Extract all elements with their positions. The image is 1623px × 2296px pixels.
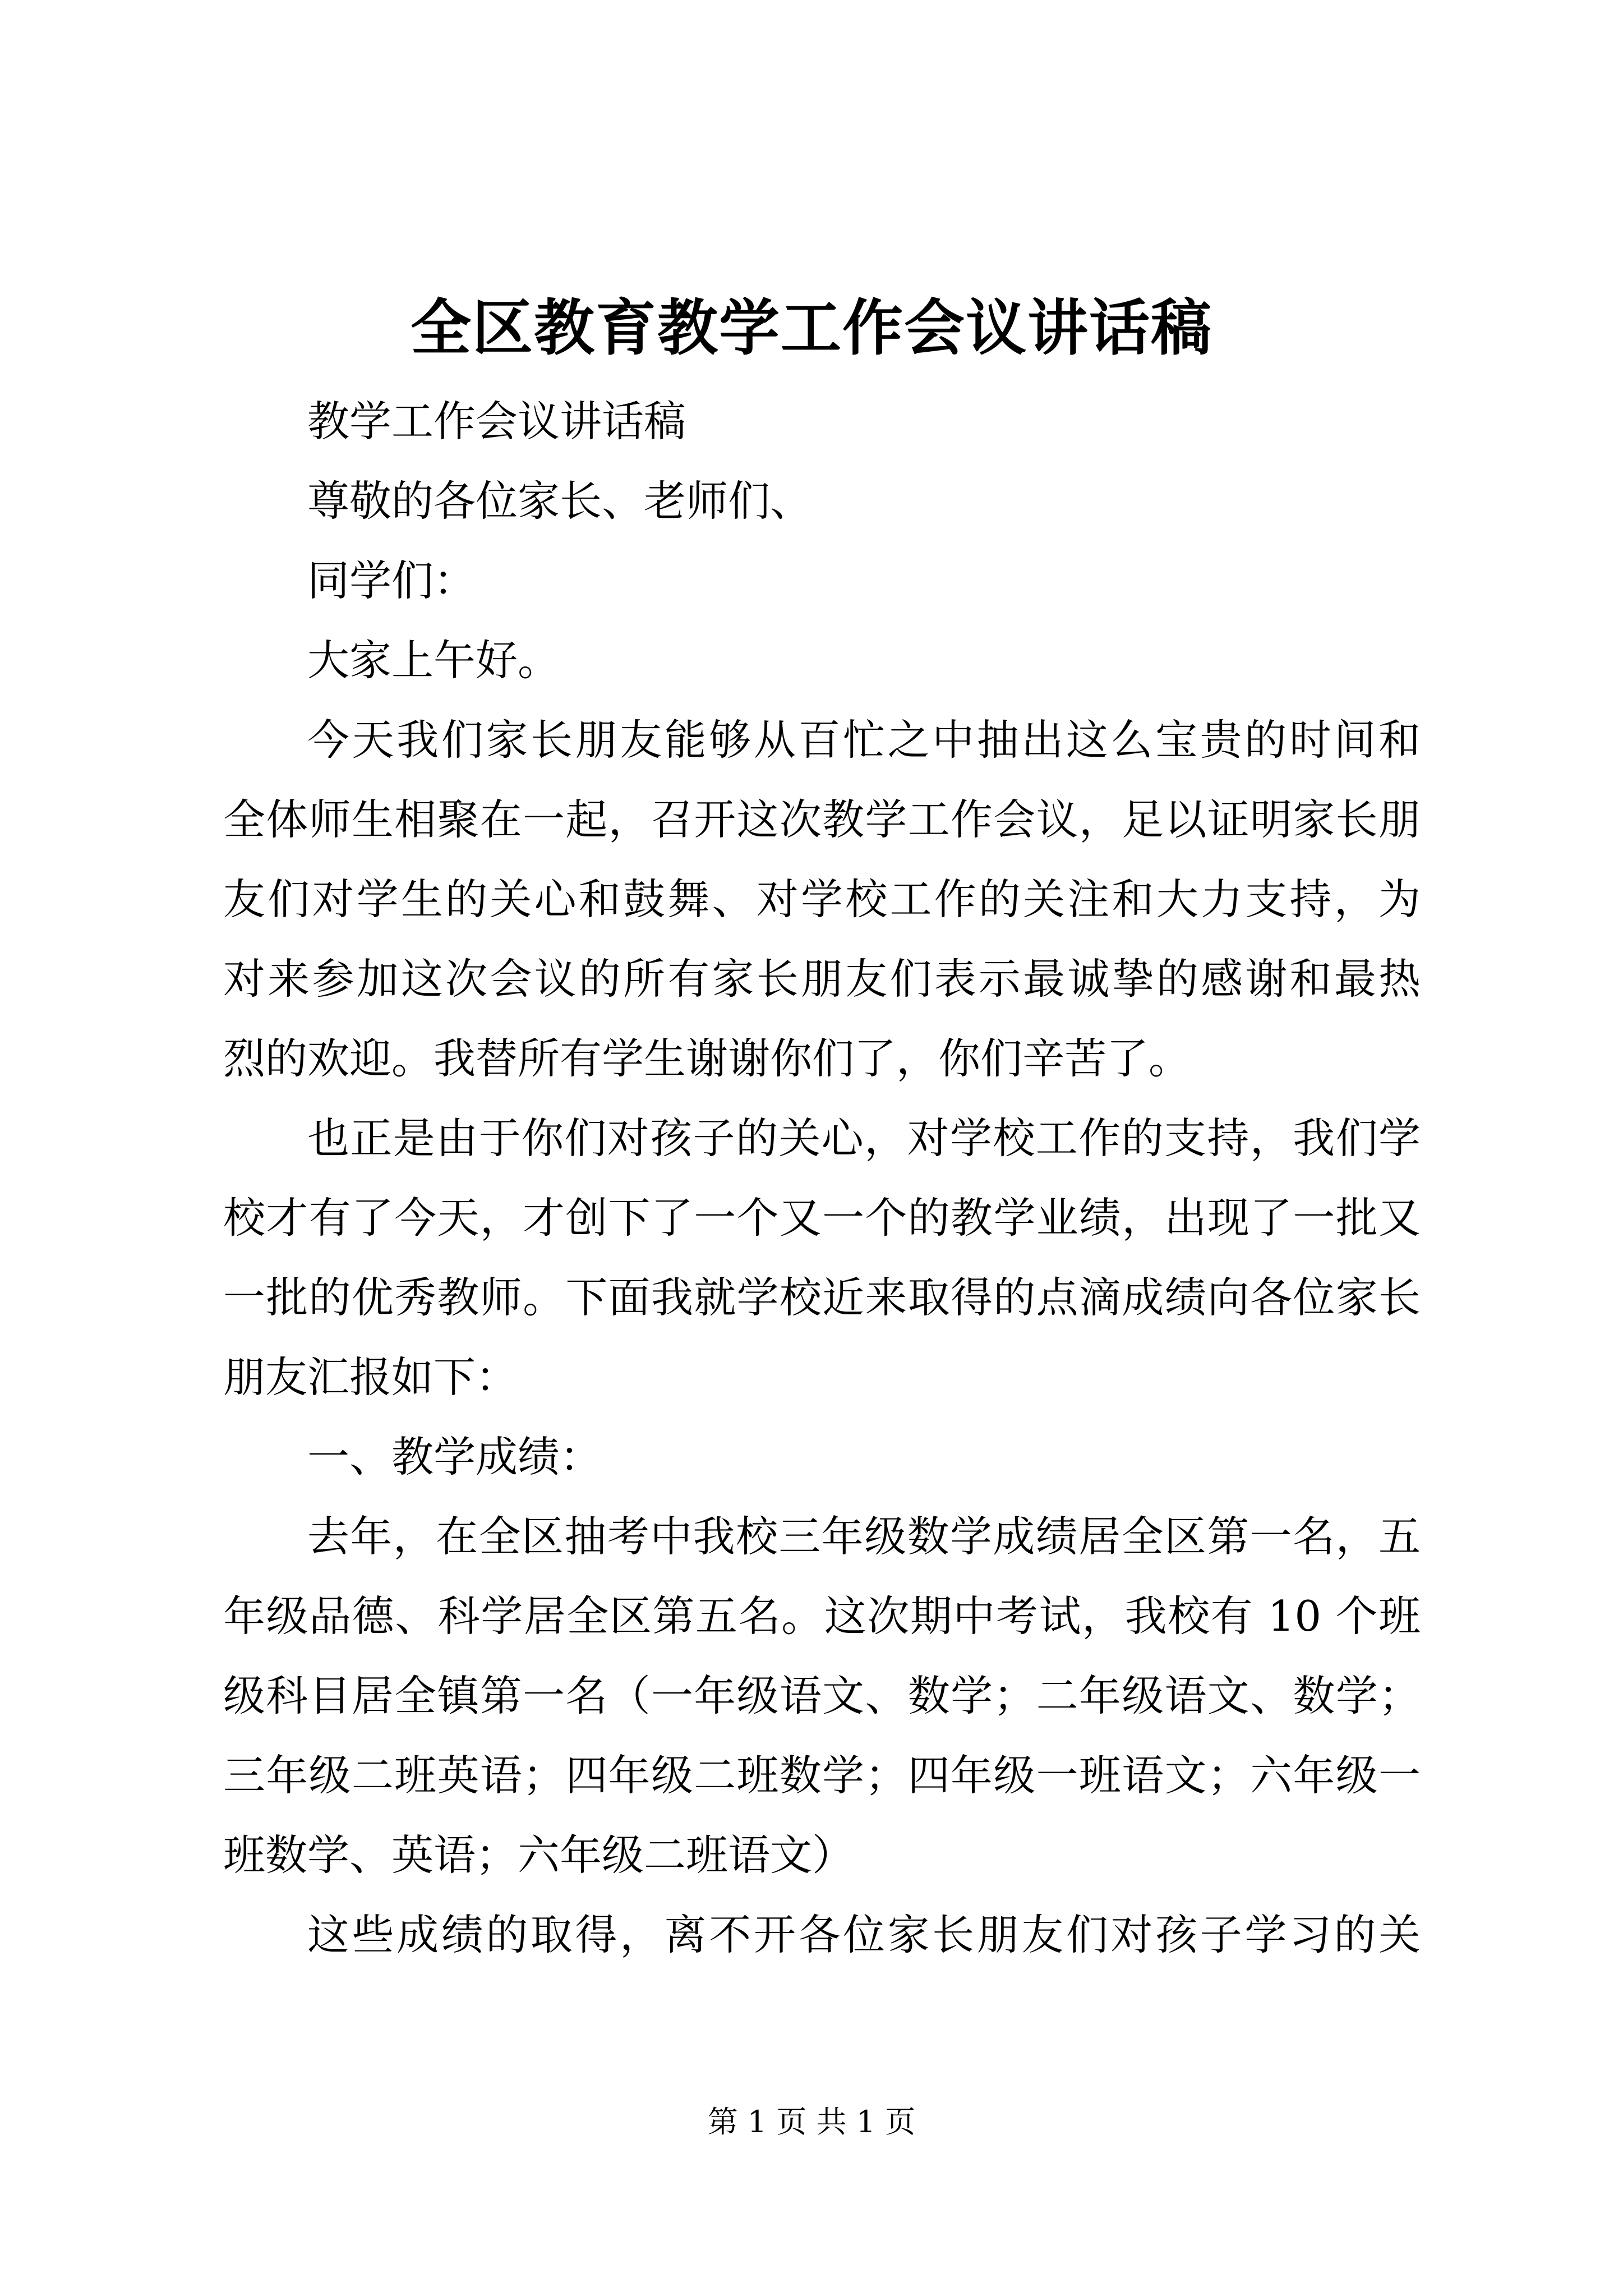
- paragraph-line: 年级品德、科学居全区第五名。这次期中考试，我校有 10 个班: [223, 1591, 1421, 1641]
- document-title: 全区教育教学工作会议讲话稿: [410, 293, 1212, 364]
- salutation-line: 尊敬的各位家长、老师们、: [307, 476, 813, 526]
- paragraph-line: 级科目居全镇第一名（一年级语文、数学；二年级语文、数学；: [223, 1671, 1421, 1720]
- section-heading: 一、教学成绩：: [307, 1432, 602, 1481]
- paragraph-line: 今天我们家长朋友能够从百忙之中抽出这么宝贵的时间和: [307, 715, 1421, 765]
- paragraph-line: 也正是由于你们对孩子的关心，对学校工作的支持，我们学: [307, 1114, 1421, 1163]
- document-body: [223, 381, 1421, 1975]
- paragraph-line: 全体师生相聚在一起，召开这次教学工作会议，足以证明家长朋: [223, 795, 1421, 844]
- salutation-line: 同学们：: [307, 556, 476, 605]
- paragraph-line: 一批的优秀教师。下面我就学校近来取得的点滴成绩向各位家长: [223, 1273, 1421, 1322]
- paragraph-line: 校才有了今天，才创下了一个又一个的教学业绩，出现了一批又: [223, 1193, 1421, 1243]
- paragraph-line: 友们对学生的关心和鼓舞、对学校工作的关注和大力支持，为: [223, 875, 1421, 924]
- paragraph-line: 烈的欢迎。我替所有学生谢谢你们了，你们辛苦了。: [223, 1034, 1191, 1083]
- paragraph-line: 三年级二班英语；四年级二班数学；四年级一班语文；六年级一: [223, 1751, 1421, 1800]
- page-number-footer: 第 1 页 共 1 页: [707, 2104, 916, 2139]
- paragraph-line: 朋友汇报如下：: [223, 1352, 518, 1402]
- paragraph-line: 这些成绩的取得，离不开各位家长朋友们对孩子学习的关: [307, 1910, 1421, 1959]
- greeting-line: 大家上午好。: [307, 636, 560, 685]
- paragraph-line: 对来参加这次会议的所有家长朋友们表示最诚挚的感谢和最热: [223, 954, 1421, 1004]
- paragraph-line: 班数学、英语；六年级二班语文）: [223, 1830, 855, 1880]
- subtitle-line: 教学工作会议讲话稿: [307, 397, 686, 446]
- paragraph-line: 去年，在全区抽考中我校三年级数学成绩居全区第一名，五: [307, 1512, 1421, 1561]
